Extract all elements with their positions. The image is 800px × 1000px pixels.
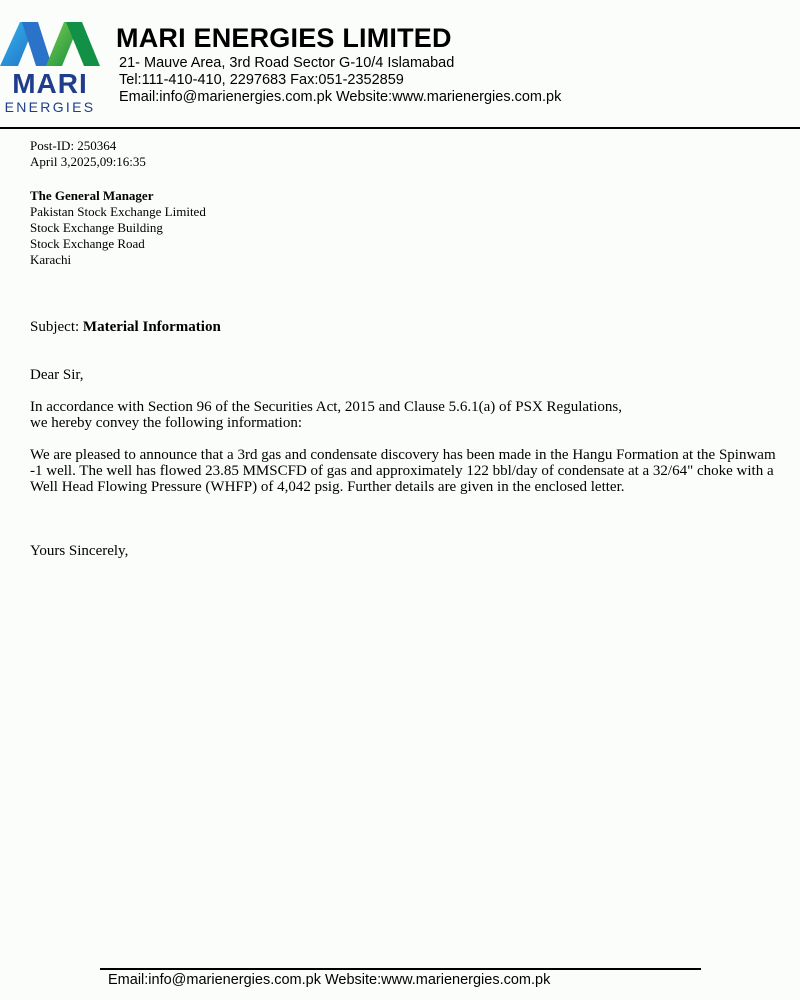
intro-line-2: we hereby convey the following information: — [30, 415, 303, 431]
subject-text: Material Information — [82, 319, 221, 335]
company-logo — [0, 22, 100, 117]
company-address: 21- Mauve Area, 3rd Road Sector G-10/4 Islamabad — [119, 55, 455, 71]
logo-mark-icon — [0, 22, 100, 70]
announcement-line-3: Well Head Flowing Pressure (WHFP) of 4,042 psig. Further details are given in the enclosed letter. — [30, 479, 625, 495]
post-datetime: April 3,2025,09:16:35 — [30, 154, 146, 169]
footer-divider — [100, 968, 701, 970]
subject-line — [30, 319, 221, 335]
closing: Yours Sincerely, — [30, 543, 129, 559]
recipient-line-3: Stock Exchange Road — [30, 236, 145, 251]
company-name: MARI ENERGIES LIMITED — [116, 23, 452, 53]
intro-line-1: In accordance with Section 96 of the Securities Act, 2015 and Clause 5.6.1(a) of PSX Regulations, — [30, 399, 622, 415]
footer-contact: Email:info@marienergies.com.pk Website:www.marienergies.com.pk — [108, 972, 551, 988]
logo-subtitle: ENERGIES — [4, 99, 96, 115]
recipient-line-1: Pakistan Stock Exchange Limited — [30, 204, 206, 219]
company-contact: Email:info@marienergies.com.pk Website:www.marienergies.com.pk — [119, 89, 562, 105]
header-divider — [0, 127, 800, 129]
letterhead — [0, 0, 800, 128]
announcement-line-2: -1 well. The well has flowed 23.85 MMSCFD of gas and approximately 122 bbl/day of condensate at a 32/64" choke with a — [30, 463, 774, 479]
salutation: Dear Sir, — [30, 367, 84, 383]
company-phone: Tel:111-410-410, 2297683 Fax:051-2352859 — [119, 72, 404, 88]
recipient-title: The General Manager — [30, 188, 154, 203]
recipient-line-4: Karachi — [30, 252, 72, 267]
post-id: Post-ID: 250364 — [30, 138, 117, 153]
recipient-line-2: Stock Exchange Building — [30, 220, 163, 235]
announcement-line-1: We are pleased to announce that a 3rd gas and condensate discovery has been made in the Hangu Formation at the Spinwam — [30, 447, 776, 463]
subject-label: Subject: — [30, 319, 80, 335]
logo-wordmark: MARI — [12, 68, 88, 99]
